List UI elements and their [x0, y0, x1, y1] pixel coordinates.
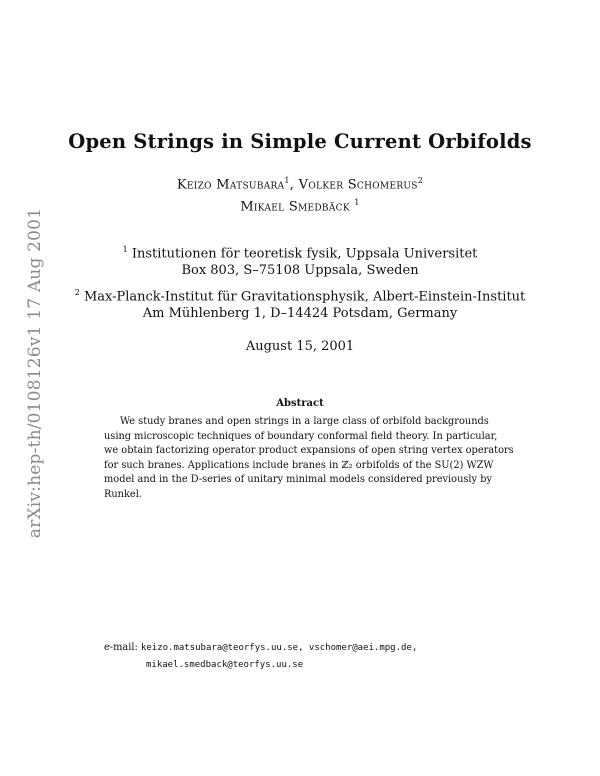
author-line-2 [60, 198, 540, 214]
author-separator: , [289, 177, 299, 193]
abstract-body [104, 415, 514, 503]
author-affiliation-mark: 2 [417, 176, 424, 185]
affiliation-text: Max-Planck-Institut für Gravitationsphysik, Albert-Einstein-Institut [83, 289, 526, 305]
affiliation-mark: 2 [74, 288, 80, 297]
paper-date: August 15, 2001 [245, 339, 355, 354]
author-matsubara: Keizo Matsubara [176, 177, 285, 193]
affiliation-1-line-1 [60, 245, 540, 261]
affiliation-2-line-1 [60, 288, 540, 304]
affiliation-mark: 1 [122, 245, 128, 254]
author-smedback: Mikael Smedbäck [240, 199, 350, 215]
affiliation-text: Institutionen för teoretisk fysik, Uppsala Universitet [131, 246, 478, 262]
affiliation-1-line-2: Box 803, S–75108 Uppsala, Sweden [181, 263, 419, 278]
email-label: e-mail: [104, 642, 138, 653]
email-addresses-line-1: keizo.matsubara@teorfys.uu.se, vschomer@aei.mpg.de, [140, 643, 418, 653]
abstract-heading: Abstract [276, 398, 324, 409]
abstract-line: model and in the D-series of unitary minimal models considered previously by [104, 474, 492, 486]
author-affiliation-mark: 1 [284, 176, 290, 185]
abstract-line: using microscopic techniques of boundary conformal field theory. In particular, [104, 430, 498, 442]
paper-title: Open Strings in Simple Current Orbifolds [68, 130, 532, 153]
author-line-1 [60, 176, 540, 192]
email-addresses-line-2: mikael.smedback@teorfys.uu.se [146, 659, 304, 670]
affiliation-2-line-2: Am Mühlenberg 1, D–14424 Potsdam, Germany [142, 306, 458, 321]
abstract-line: Runkel. [104, 488, 142, 500]
abstract-line: We study branes and open strings in a large class of orbifold backgrounds [120, 416, 489, 427]
author-affiliation-mark: 1 [354, 198, 360, 207]
author-schomerus: Volker Schomerus [298, 177, 418, 193]
arxiv-identifier-text: arXiv:hep-th/0108126v1 17 Aug 2001 [25, 207, 45, 539]
email-footnote [104, 640, 417, 673]
abstract-line: we obtain factorizing operator product expansions of open string vertex operators [104, 445, 514, 457]
abstract-line: for such branes. Applications include branes in ℤ₂ orbifolds of the SU(2) WZW [104, 459, 494, 471]
